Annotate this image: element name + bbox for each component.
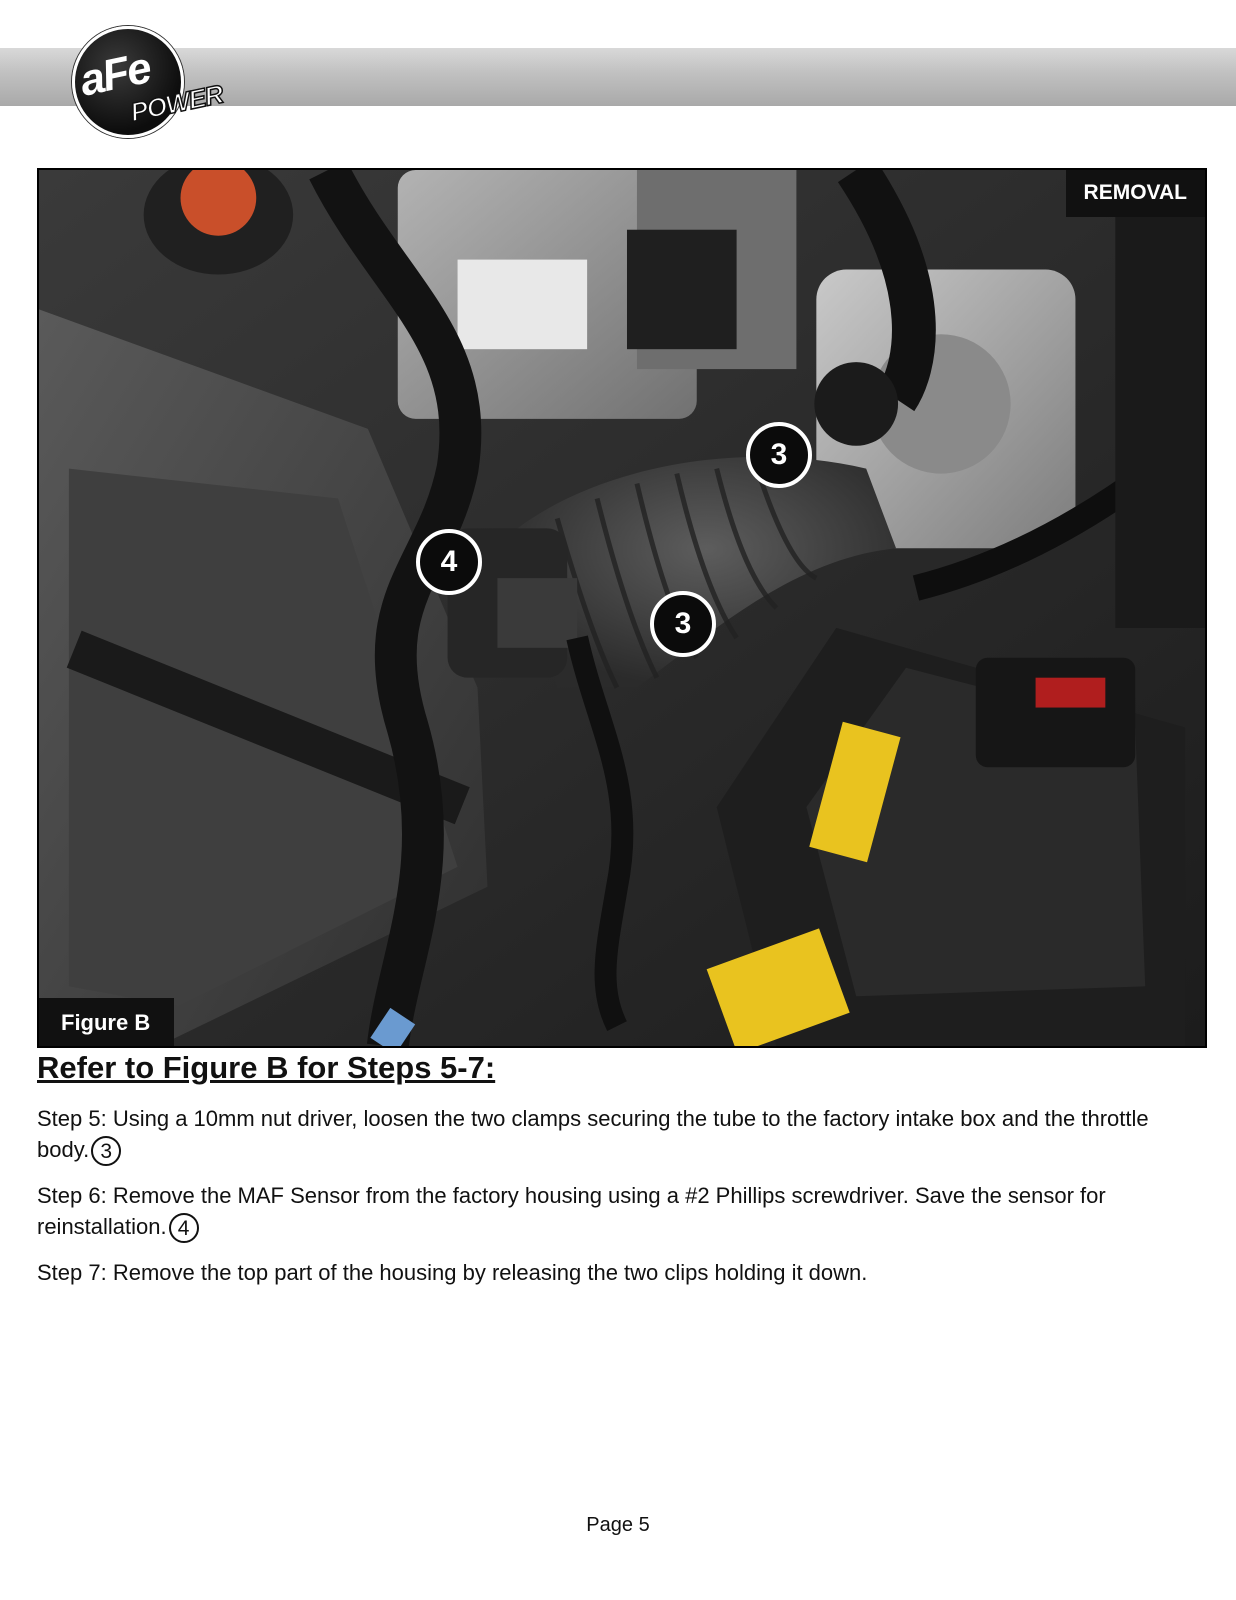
step-6	[37, 1180, 1197, 1243]
step-5-ref-marker: 3	[91, 1136, 121, 1166]
step-5-text: Step 5: Using a 10mm nut driver, loosen the two clamps securing the tube to the factory intake box and the throttle body.	[37, 1106, 1149, 1162]
step-6-ref-marker: 4	[169, 1213, 199, 1243]
logo-brand-text: aFe	[75, 43, 155, 106]
step-5	[37, 1103, 1197, 1166]
callout-marker-4: 4	[416, 529, 482, 595]
callout-marker-3-upper: 3	[746, 422, 812, 488]
step-6-text: Step 6: Remove the MAF Sensor from the factory housing using a #2 Phillips screwdriver. Save the sensor for reinstallation.	[37, 1183, 1106, 1239]
page-number: Page 5	[586, 1514, 650, 1536]
engine-bay-photo	[37, 168, 1207, 1048]
callout-marker-3-lower: 3	[650, 591, 716, 657]
figure-caption: Figure B	[39, 998, 174, 1046]
step-7	[37, 1257, 1197, 1288]
step-7-text: Step 7: Remove the top part of the housing by releasing the two clips holding it down.	[37, 1260, 868, 1285]
engine-bay-illustration	[39, 170, 1205, 1046]
logo-sub-text: POWER	[127, 78, 226, 128]
removal-tag: REMOVAL	[1066, 170, 1205, 217]
afe-power-logo	[72, 26, 252, 136]
section-title: Refer to Figure B for Steps 5-7:	[37, 1050, 496, 1085]
